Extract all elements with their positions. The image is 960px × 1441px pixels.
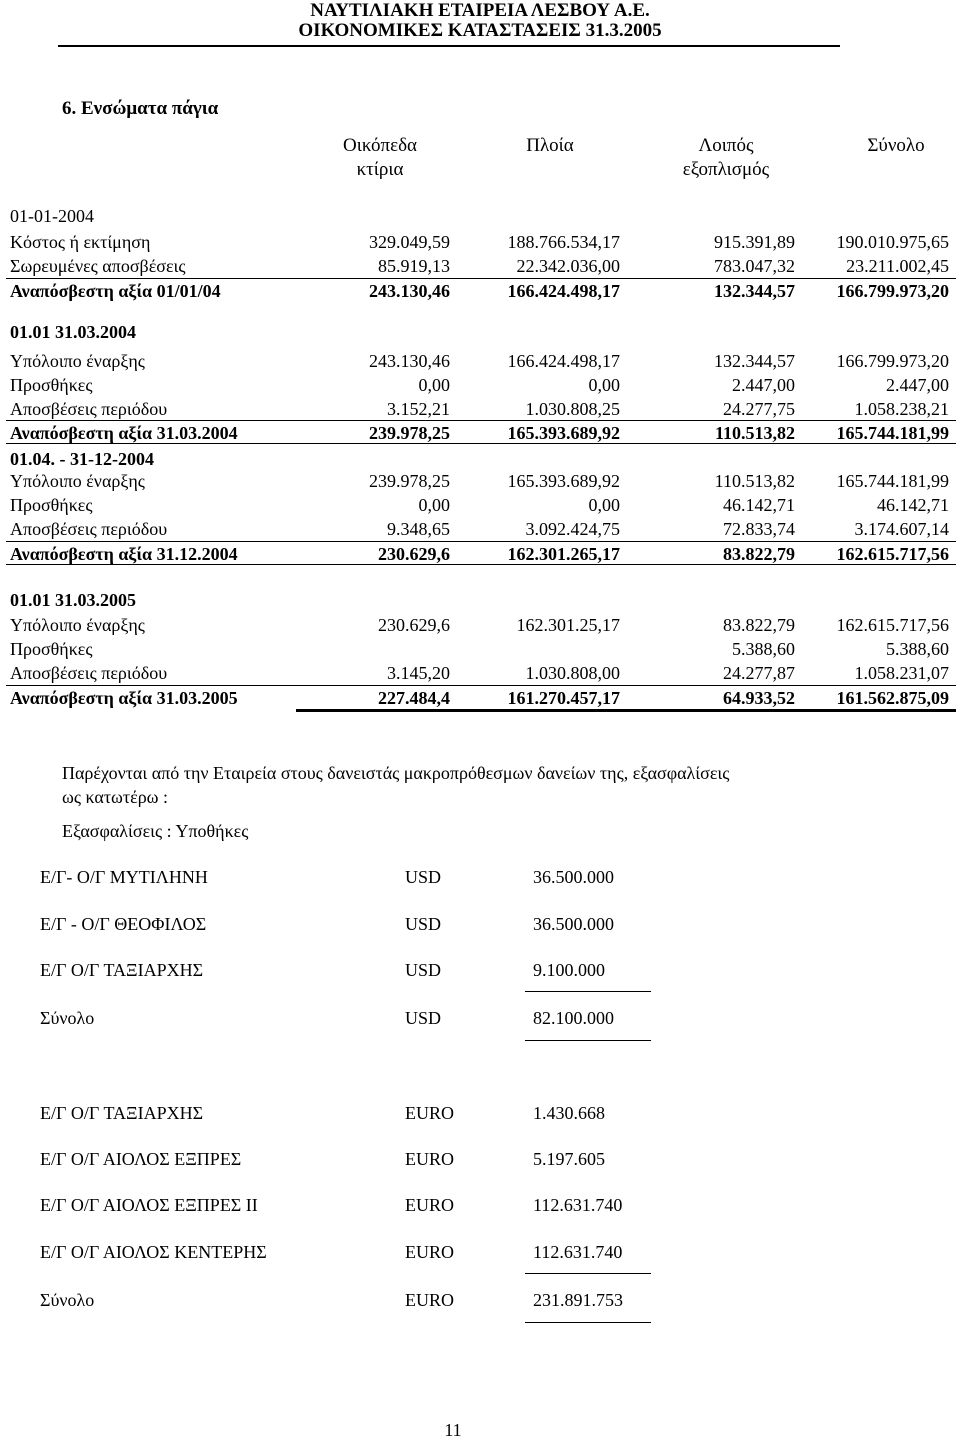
- mortgage-amount: 5.197.605: [533, 1149, 605, 1169]
- row-label: Αναπόσβεστη αξία 31.12.2004: [10, 544, 238, 564]
- vessel-name: Ε/Γ Ο/Γ ΑΙΟΛΟΣ ΕΞΠΡΕΣ: [40, 1149, 242, 1169]
- cell-value: 5.388,60: [732, 639, 795, 659]
- vessel-name: Ε/Γ Ο/Γ ΑΙΟΛΟΣ ΚΕΝΤΕΡΗΣ: [40, 1242, 267, 1262]
- cell-value: 5.388,60: [886, 639, 949, 659]
- page-number: 11: [444, 1420, 462, 1440]
- cell-value: 243.130,46: [369, 351, 450, 371]
- cell-value: 0,00: [588, 375, 620, 395]
- vessel-name: Ε/Γ- Ο/Γ ΜΥΤΙΛΗΝΗ: [40, 867, 208, 887]
- cell-value: 9.348,65: [387, 519, 450, 539]
- cell-value: 162.301.25,17: [516, 615, 620, 635]
- cell-value: 243.130,46: [369, 281, 450, 301]
- column-header-line: Πλοία: [526, 135, 574, 156]
- cell-value: 165.393.689,92: [507, 471, 620, 491]
- currency: USD: [405, 1008, 442, 1028]
- cell-value: 190.010.975,65: [836, 232, 949, 252]
- cell-value: 3.152,21: [387, 399, 450, 419]
- currency: EURO: [405, 1195, 454, 1215]
- cell-value: 110.513,82: [714, 471, 795, 491]
- row-label: 01-01-2004: [10, 206, 94, 226]
- cell-value: 23.211.002,45: [846, 256, 949, 276]
- mortgage-amount: 36.500.000: [533, 867, 614, 887]
- mortgage-amount: 231.891.753: [533, 1290, 623, 1310]
- cell-value: 166.424.498,17: [507, 281, 620, 301]
- collateral-paragraph-line1: Παρέχονται από την Εταιρεία στους δανειστάς μακροπρόθεσμων δανείων της, εξασφαλίσεις: [62, 763, 730, 783]
- cell-value: 0,00: [588, 495, 620, 515]
- subtotal-rule: [525, 1273, 651, 1274]
- mortgage-amount: 1.430.668: [533, 1103, 605, 1123]
- cell-value: 783.047,32: [714, 256, 795, 276]
- cell-value: 0,00: [418, 495, 450, 515]
- cell-value: 46.142,71: [877, 495, 949, 515]
- cell-value: 110.513,82: [714, 423, 795, 443]
- currency: EURO: [405, 1149, 454, 1169]
- cell-value: 1.058.231,07: [854, 663, 949, 683]
- cell-value: 227.484,4: [378, 688, 450, 708]
- row-label: 01.01 31.03.2004: [10, 322, 136, 342]
- row-label: Αποσβέσεις περιόδου: [10, 519, 168, 539]
- cell-value: 2.447,00: [732, 375, 795, 395]
- cell-value: 1.030.808,00: [525, 663, 620, 683]
- cell-value: 72.833,74: [723, 519, 795, 539]
- row-label: Αναπόσβεστη αξία 31.03.2005: [10, 688, 238, 708]
- cell-value: 132.344,57: [714, 281, 795, 301]
- cell-value: 188.766.534,17: [507, 232, 620, 252]
- company-name: ΝΑΥΤΙΛΙΑΚΗ ΕΤΑΙΡΕΙΑ ΛΕΣΒΟΥ Α.Ε.: [310, 0, 650, 21]
- column-header-line: κτίρια: [356, 159, 404, 180]
- row-label: Υπόλοιπο έναρξης: [10, 615, 145, 635]
- currency: EURO: [405, 1103, 454, 1123]
- column-header-line: Σύνολο: [867, 135, 925, 156]
- mortgage-amount: 82.100.000: [533, 1008, 614, 1028]
- vessel-name: Ε/Γ - Ο/Γ ΘΕΟΦΙΛΟΣ: [40, 914, 207, 934]
- cell-value: 161.562.875,09: [836, 688, 949, 708]
- section-title: 6. Ενσώματα πάγια: [62, 98, 219, 119]
- cell-value: 165.393.689,92: [507, 423, 620, 443]
- currency: USD: [405, 914, 442, 934]
- row-label: Αναπόσβεστη αξία 01/01/04: [10, 281, 221, 301]
- cell-value: 329.049,59: [369, 232, 450, 252]
- row-label: Προσθήκες: [10, 375, 93, 395]
- row-label: Αποσβέσεις περιόδου: [10, 399, 168, 419]
- cell-value: 3.145,20: [387, 663, 450, 683]
- column-header-line: εξοπλισμός: [682, 159, 770, 180]
- subtotal-rule: [525, 991, 651, 992]
- cell-value: 915.391,89: [714, 232, 795, 252]
- row-label: 01.01 31.03.2005: [10, 590, 136, 610]
- cell-value: 3.174.607,14: [854, 519, 949, 539]
- cell-value: 83.822,79: [723, 544, 795, 564]
- cell-value: 230.629,6: [378, 615, 450, 635]
- cell-value: 166.799.973,20: [836, 281, 949, 301]
- cell-value: 132.344,57: [714, 351, 795, 371]
- currency: EURO: [405, 1242, 454, 1262]
- cell-value: 85.919,13: [378, 256, 450, 276]
- cell-value: 1.030.808,25: [525, 399, 620, 419]
- mortgage-amount: 112.631.740: [533, 1242, 623, 1262]
- mortgage-amount: 9.100.000: [533, 960, 605, 980]
- cell-value: 64.933,52: [723, 688, 795, 708]
- cell-value: 162.301.265,17: [507, 544, 620, 564]
- row-label: Σωρευμένες αποσβέσεις: [10, 256, 186, 276]
- cell-value: 166.799.973,20: [836, 351, 949, 371]
- total-label: Σύνολο: [40, 1290, 95, 1310]
- currency: USD: [405, 960, 442, 980]
- vessel-name: Ε/Γ Ο/Γ ΤΑΞΙΑΡΧΗΣ: [40, 960, 204, 980]
- cell-value: 161.270.457,17: [507, 688, 620, 708]
- cell-value: 162.615.717,56: [836, 544, 949, 564]
- row-label: 01.04. - 31-12-2004: [10, 449, 154, 469]
- cell-value: 162.615.717,56: [836, 615, 949, 635]
- cell-value: 239.978,25: [369, 471, 450, 491]
- cell-value: 165.744.181,99: [836, 471, 949, 491]
- cell-value: 22.342.036,00: [516, 256, 620, 276]
- cell-value: 165.744.181,99: [836, 423, 949, 443]
- cell-value: 239.978,25: [369, 423, 450, 443]
- cell-value: 0,00: [418, 375, 450, 395]
- row-label: Κόστος ή εκτίμηση: [10, 232, 151, 252]
- cell-value: 1.058.238,21: [854, 399, 949, 419]
- vessel-name: Ε/Γ Ο/Γ ΤΑΞΙΑΡΧΗΣ: [40, 1103, 204, 1123]
- row-label: Αποσβέσεις περιόδου: [10, 663, 168, 683]
- cell-value: 230.629,6: [378, 544, 450, 564]
- vessel-name: Ε/Γ Ο/Γ ΑΙΟΛΟΣ ΕΞΠΡΕΣ ΙΙ: [40, 1195, 258, 1215]
- column-header-line: Λοιπός: [698, 135, 754, 156]
- cell-value: 24.277,75: [723, 399, 795, 419]
- row-label: Προσθήκες: [10, 495, 93, 515]
- cell-value: 83.822,79: [723, 615, 795, 635]
- cell-value: 2.447,00: [886, 375, 949, 395]
- cell-value: 3.092.424,75: [525, 519, 620, 539]
- cell-value: 46.142,71: [723, 495, 795, 515]
- row-label: Προσθήκες: [10, 639, 93, 659]
- statements-title: ΟΙΚΟΝΟΜΙΚΕΣ ΚΑΤΑΣΤΑΣΕΙΣ 31.3.2005: [298, 20, 662, 41]
- subtotal-rule: [525, 1040, 651, 1041]
- collateral-paragraph-line2: ως κατωτέρω :: [62, 787, 169, 807]
- cell-value: 24.277,87: [723, 663, 795, 683]
- currency: EURO: [405, 1290, 454, 1310]
- row-label: Υπόλοιπο έναρξης: [10, 471, 145, 491]
- subtotal-rule: [525, 1322, 651, 1323]
- currency: USD: [405, 867, 442, 887]
- row-label: Αναπόσβεστη αξία 31.03.2004: [10, 423, 238, 443]
- cell-value: 166.424.498,17: [507, 351, 620, 371]
- securities-label: Εξασφαλίσεις : Υποθήκες: [62, 821, 249, 841]
- total-label: Σύνολο: [40, 1008, 95, 1028]
- mortgage-amount: 112.631.740: [533, 1195, 623, 1215]
- mortgage-amount: 36.500.000: [533, 914, 614, 934]
- column-header-line: Οικόπεδα: [343, 135, 417, 156]
- row-label: Υπόλοιπο έναρξης: [10, 351, 145, 371]
